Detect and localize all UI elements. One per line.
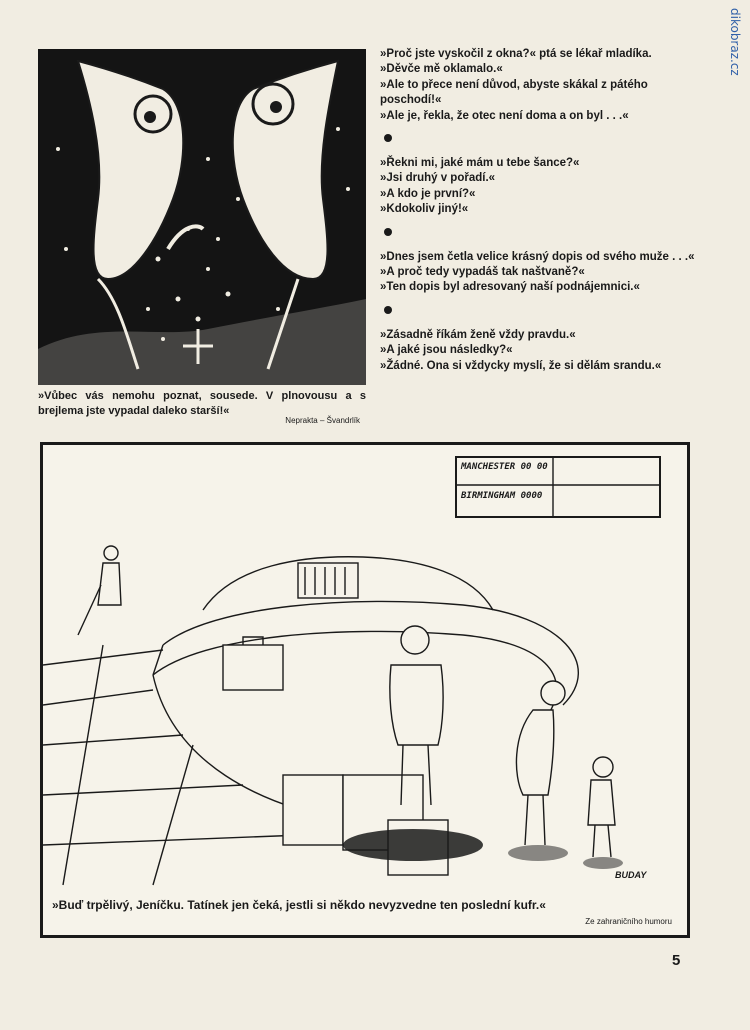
bullet-separator bbox=[384, 228, 392, 236]
board-row-1: MANCHESTER 00 00 bbox=[461, 462, 548, 472]
joke-2 bbox=[380, 156, 696, 218]
top-cartoon-illustration bbox=[38, 49, 366, 385]
joke-line: »Řekni mi, jaké mám u tebe šance?« bbox=[380, 157, 580, 170]
joke-line: »A jaké jsou následky?« bbox=[380, 344, 513, 357]
joke-line: »Proč jste vyskočil z okna?« ptá se lékař mladíka. bbox=[380, 48, 652, 60]
joke-line: »Žádné. Ona si vždycky myslí, že si dělám srandu.« bbox=[380, 359, 662, 372]
joke-4 bbox=[380, 328, 696, 374]
bullet-separator bbox=[384, 306, 392, 314]
joke-line: »Ale to přece není důvod, abyste skákal z pátého poschodí!« bbox=[380, 78, 648, 107]
board-row-2: BIRMINGHAM 0000 bbox=[461, 491, 543, 501]
joke-line: »Ten dopis byl adresovaný naší podnájemnici.« bbox=[380, 281, 640, 294]
joke-line: »Ale je, řekla, že otec není doma a on byl . . .« bbox=[380, 109, 629, 122]
watermark bbox=[729, 8, 743, 118]
ghosts-drawing bbox=[38, 49, 366, 385]
joke-3 bbox=[380, 250, 696, 296]
joke-1 bbox=[380, 47, 696, 124]
bottom-cartoon-credit: Ze zahraničního humoru bbox=[585, 917, 672, 926]
joke-line: »Jsi druhý v pořadí.« bbox=[380, 172, 496, 185]
page-number: 5 bbox=[672, 952, 681, 969]
artist-signature: BUDAY bbox=[615, 870, 647, 880]
top-cartoon-caption: »Vůbec vás nemohu poznat, sousede. V plnovousu a s brejlema jste vypadal daleko starší!« bbox=[38, 390, 366, 417]
bottom-cartoon-caption: »Buď trpělivý, Jeníčku. Tatínek jen čeká, jestli si někdo nevyzvedne ten poslední kufr.« bbox=[52, 898, 546, 912]
bottom-cartoon-frame bbox=[40, 442, 690, 938]
joke-line: »A kdo je první?« bbox=[380, 187, 476, 200]
bullet-separator bbox=[384, 134, 392, 142]
joke-line: »Dnes jsem četla velice krásný dopis od svého muže . . .« bbox=[380, 250, 695, 263]
joke-line: »A proč tedy vypadáš tak naštvaně?« bbox=[380, 266, 585, 279]
watermark-text: dikobraz.cz bbox=[728, 8, 742, 76]
joke-line: »Děvče mě oklamalo.« bbox=[380, 63, 503, 76]
baggage-claim-drawing bbox=[43, 445, 687, 935]
joke-line: »Kdokoliv jiný!« bbox=[380, 203, 469, 216]
joke-line: »Zásadně říkám ženě vždy pravdu.« bbox=[380, 328, 576, 341]
top-cartoon-credit: Nepraktа – Švandrlík bbox=[285, 416, 360, 425]
jokes-column bbox=[380, 47, 696, 374]
